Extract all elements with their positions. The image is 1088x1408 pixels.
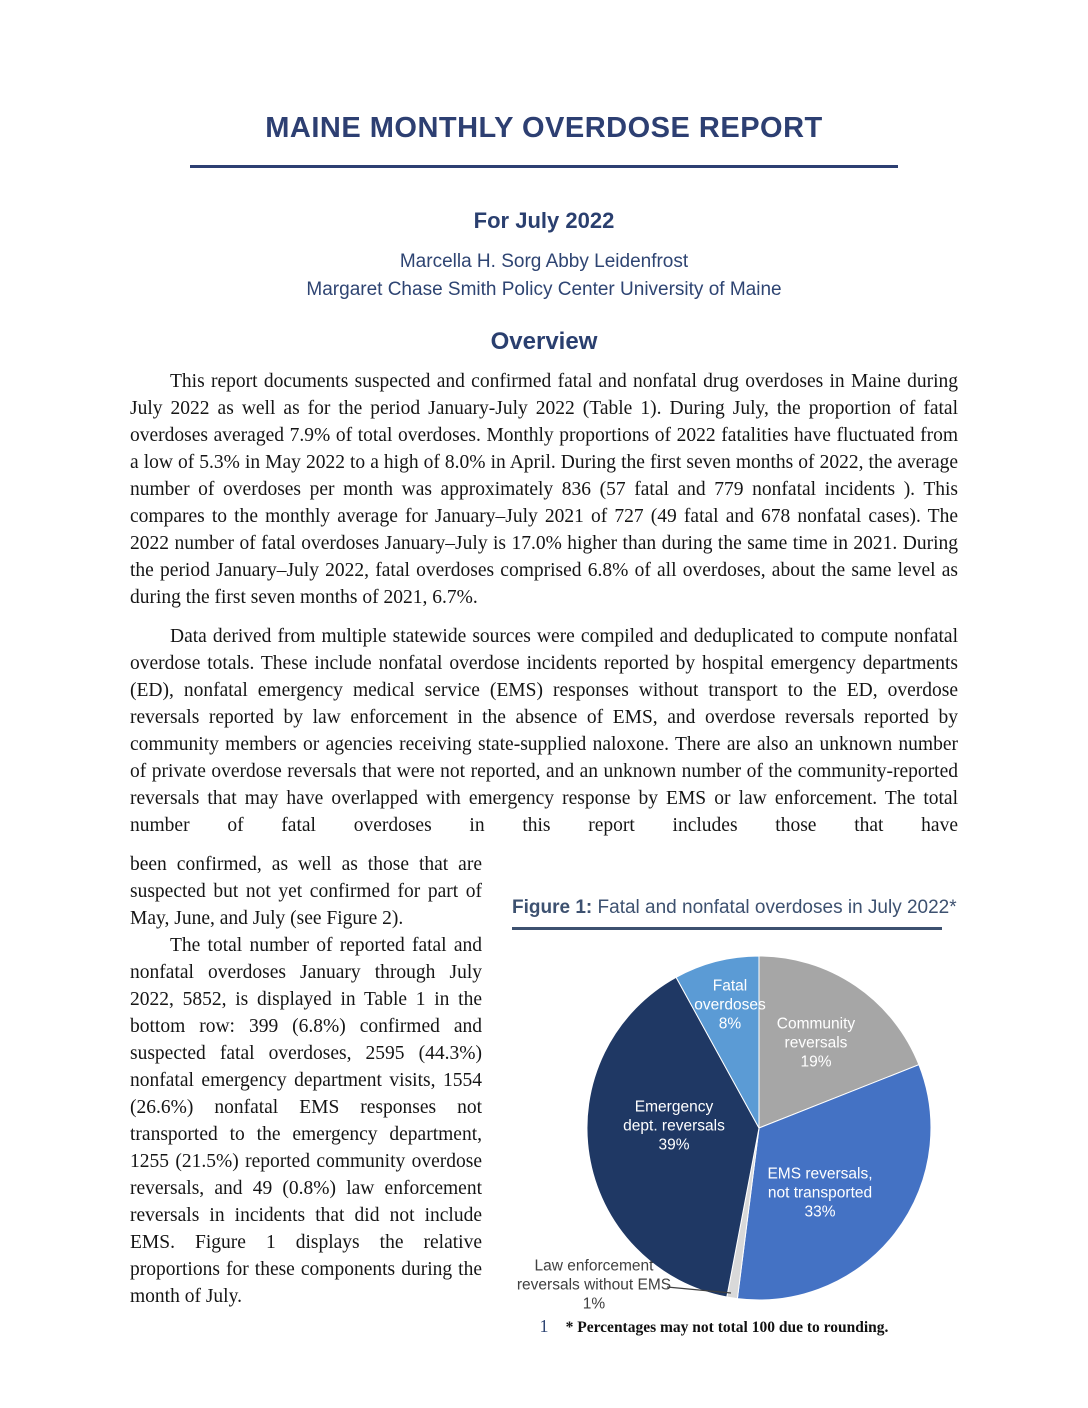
- pie-label-0: 19%: [800, 1053, 832, 1071]
- overview-heading: Overview: [490, 328, 598, 355]
- pie-label-3: Emergency: [634, 1098, 714, 1116]
- figure-1-caption: [512, 897, 958, 919]
- pie-label-0: reversals: [784, 1034, 848, 1052]
- overview-paragraph-2: Data derived from multiple statewide sources were compiled and deduplicated to compute nonfatal overdose totals. These include nonfatal overdose incidents reported by hospital emergency departments (ED), nonfatal emergency medical service (EMS) responses without transport to the ED, overdose reversals reported by law enforcement in the absence of EMS, and overdose reversals reported by community members or agencies receiving state-supplied naloxone. There are also an unknown number of private overdose reversals that were not reported, and an unknown number of the community-reported reversals that may have overlapped with emergency response by EMS or law enforcement. The total number of fatal overdoses in this report includes those that have: [130, 626, 958, 836]
- figure-1: [512, 851, 958, 1337]
- figure-1-footnote: * Percentages may not total 100 due to rounding.: [565, 1319, 889, 1336]
- report-subtitle: For July 2022: [473, 208, 615, 233]
- pie-label-2: reversals without EMS: [516, 1276, 672, 1294]
- pie-label-4: Fatal: [712, 977, 748, 995]
- pie-label-2: 1%: [582, 1295, 606, 1313]
- figure-1-caption-text: Fatal and nonfatal overdoses in July 2022*: [597, 897, 957, 918]
- overview-paragraph-2-continued: been confirmed, as well as those that are suspected but not yet confirmed for part of May, June, and July (see Figure 2).: [130, 854, 482, 929]
- authors-block: [130, 248, 958, 304]
- report-title: MAINE MONTHLY OVERDOSE REPORT: [265, 112, 823, 144]
- overview-paragraph-3: The total number of reported fatal and nonfatal overdoses January through July 2022, 5852, is displayed in Table 1 in the bottom row: 399 (6.8%) confirmed and suspected fatal overdoses, 2595 (44.3%) nonfatal emergency department visits, 1554 (26.6%) nonfatal EMS responses not transported to the emergency department, 1255 (21.5%) reported community overdose reversals, and 49 (0.8%) law enforcement reversals in incidents that did not include EMS. Figure 1 displays the relative proportions for these components during the month of July.: [130, 935, 482, 1307]
- figure-caption-divider: [512, 927, 942, 930]
- page-number: 1: [539, 1316, 549, 1336]
- pie-label-2: Law enforcement: [534, 1257, 654, 1275]
- pie-label-1: EMS reversals,: [767, 1165, 873, 1183]
- author-line-1: Marcella H. Sorg Abby Leidenfrost: [399, 251, 689, 272]
- overview-paragraph-1: This report documents suspected and confirmed fatal and nonfatal drug overdoses in Maine during July 2022 as well as for the period January-July 2022 (Table 1). During July, the proportion of fatal overdoses averaged 7.9% of total overdoses. Monthly proportions of 2022 fatalities have fluctuated from a low of 5.3% in May 2022 to a high of 8.0% in April. During the first seven months of 2022, the average number of overdoses per month was approximately 836 (57 fatal and 779 nonfatal incidents ). This compares to the monthly average for January–July 2021 of 727 (49 fatal and 678 nonfatal cases). The 2022 number of fatal overdoses January–July is 17.0% higher than during the same time in 2021. During the period January–July 2022, fatal overdoses comprised 6.8% of all overdoses, about the same level as during the first seven months of 2021, 6.7%.: [130, 371, 958, 608]
- pie-label-0: Community: [776, 1015, 856, 1033]
- figure-1-caption-label: Figure 1:: [512, 897, 593, 918]
- pie-label-3: dept. reversals: [623, 1117, 725, 1135]
- title-divider: [190, 165, 898, 168]
- left-text-column: [130, 851, 482, 1337]
- pie-label-4: overdoses: [694, 996, 766, 1014]
- pie-label-1: not transported: [767, 1184, 873, 1202]
- pie-chart: [512, 942, 942, 1317]
- author-line-2: Margaret Chase Smith Policy Center University of Maine: [306, 279, 782, 300]
- pie-label-4: 8%: [718, 1015, 742, 1033]
- pie-label-3: 39%: [658, 1136, 690, 1154]
- pie-label-1: 33%: [804, 1203, 836, 1221]
- two-column-section: [130, 851, 958, 1337]
